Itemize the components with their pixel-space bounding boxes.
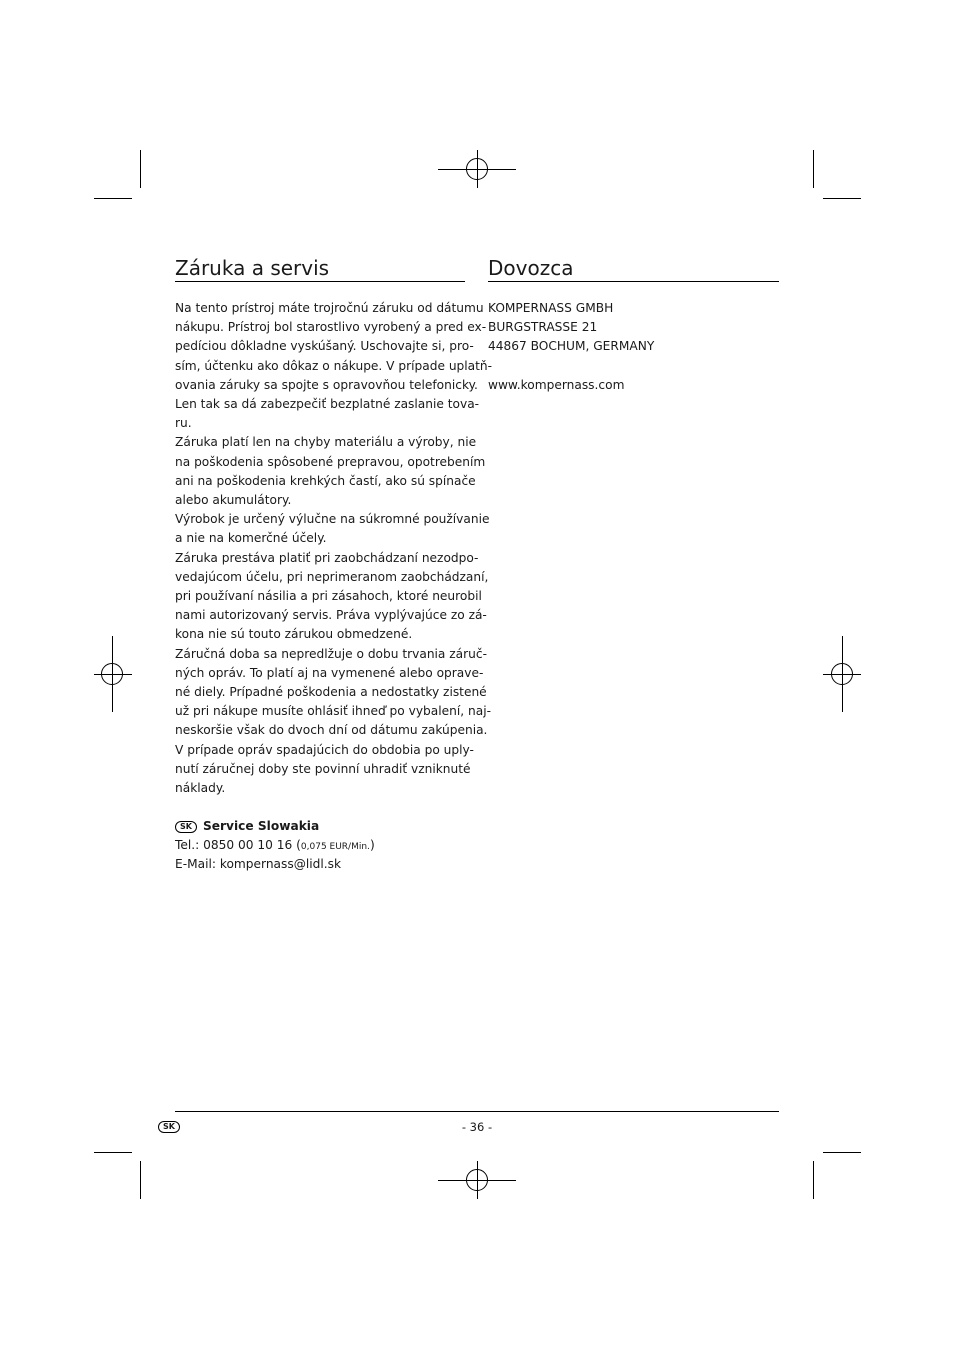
paragraph-line: ru.	[175, 416, 192, 431]
paragraph-line: náklady.	[175, 781, 226, 796]
paragraph-line: Na tento prístroj máte trojročnú záruku od dátumu	[175, 301, 484, 315]
paragraph-line: na poškodenia spôsobené prepravou, opotrebením	[175, 454, 486, 469]
importer-address	[488, 299, 654, 357]
paragraph-line: alebo akumulátory.	[175, 493, 292, 508]
registration-target	[101, 663, 123, 685]
paragraph-line: V prípade opráv spadajúcich do obdobia po uply-	[175, 742, 474, 757]
crop-mark	[813, 150, 814, 188]
service-label: Service Slowakia	[202, 819, 320, 833]
paragraph-line: neskoršie však do dvoch dní od dátumu zakúpenia.	[175, 723, 488, 738]
paragraph-line: Len tak sa dá zabezpečiť bezplatné zaslanie tova-	[175, 397, 480, 412]
importer-title: Dovozca	[488, 256, 574, 280]
paragraph-line: né diely. Prípadné poškodenia a nedostatky zistené	[175, 685, 487, 700]
paragraph-line: nami autorizovaný servis. Práva vyplývajúce zo zá-	[175, 608, 487, 623]
crop-mark	[94, 1152, 132, 1153]
service-email: E-Mail: kompernass@lidl.sk	[175, 857, 342, 871]
warranty-title-rule	[175, 281, 465, 282]
phone-prefix: Tel.: 0850 00 10 16 (	[175, 838, 301, 852]
paragraph-line: Výrobok je určený výlučne na súkromné používanie	[175, 512, 490, 527]
address-line: BURGSTRASSE 21	[488, 320, 598, 335]
paragraph-line: nákupu. Prístroj bol starostlivo vyrobený a pred ex-	[175, 320, 487, 335]
crop-mark	[140, 1161, 141, 1199]
paragraph-line: Záručná doba sa nepredlžuje o dobu trvania záruč-	[175, 646, 487, 661]
paragraph-line: pedíciou dôkladne vyskúšaný. Uschovajte si, pro-	[175, 339, 474, 354]
country-badge: SK	[175, 821, 197, 833]
registration-target	[466, 1169, 488, 1191]
paragraph-line: vedajúcom účelu, pri neprimeranom zaobchádzaní,	[175, 569, 489, 584]
paragraph-line: ných opráv. To platí aj na vymenené alebo oprave-	[175, 665, 484, 680]
warranty-paragraph	[175, 299, 492, 798]
importer-title-rule	[488, 281, 779, 282]
paragraph-line: Záruka prestáva platiť pri zaobchádzaní nezodpo-	[175, 550, 479, 565]
paragraph-line: Záruka platí len na chyby materiálu a výroby, nie	[175, 435, 477, 450]
footer-rule	[175, 1111, 779, 1112]
paragraph-line: už pri nákupe musíte ohlásiť ihneď po vybalení, naj-	[175, 704, 491, 719]
crop-mark	[140, 150, 141, 188]
registration-target	[831, 663, 853, 685]
crop-mark	[823, 198, 861, 199]
paragraph-line: pri používaní násilia a pri zásahoch, ktoré neurobil	[175, 589, 482, 604]
service-heading	[175, 817, 319, 836]
importer-website[interactable]: www.kompernass.com	[488, 378, 625, 392]
paragraph-line: ovania záruky sa spojte s opravovňou telefonicky.	[175, 377, 478, 392]
page-number: - 36 -	[461, 1120, 493, 1134]
registration-target	[466, 158, 488, 180]
address-line: 44867 BOCHUM, GERMANY	[488, 339, 655, 354]
phone-rate: 0,075 EUR/Min.	[300, 842, 370, 852]
paragraph-line: ani na poškodenia krehkých častí, ako sú spínače	[175, 473, 476, 488]
crop-mark	[823, 1152, 861, 1153]
warranty-title: Záruka a servis	[175, 256, 330, 280]
paragraph-line: nutí záručnej doby ste povinní uhradiť vzniknuté	[175, 761, 471, 776]
crop-mark	[94, 198, 132, 199]
paragraph-line: sím, účtenku ako dôkaz o nákupe. V prípade uplatň-	[175, 358, 493, 373]
footer-country-badge: SK	[158, 1121, 180, 1133]
paragraph-line: kona nie sú touto zárukou obmedzené.	[175, 627, 413, 642]
crop-mark	[813, 1161, 814, 1199]
address-line: KOMPERNASS GMBH	[488, 301, 614, 315]
phone-suffix: )	[369, 838, 375, 852]
paragraph-line: a nie na komerčné účely.	[175, 531, 327, 546]
